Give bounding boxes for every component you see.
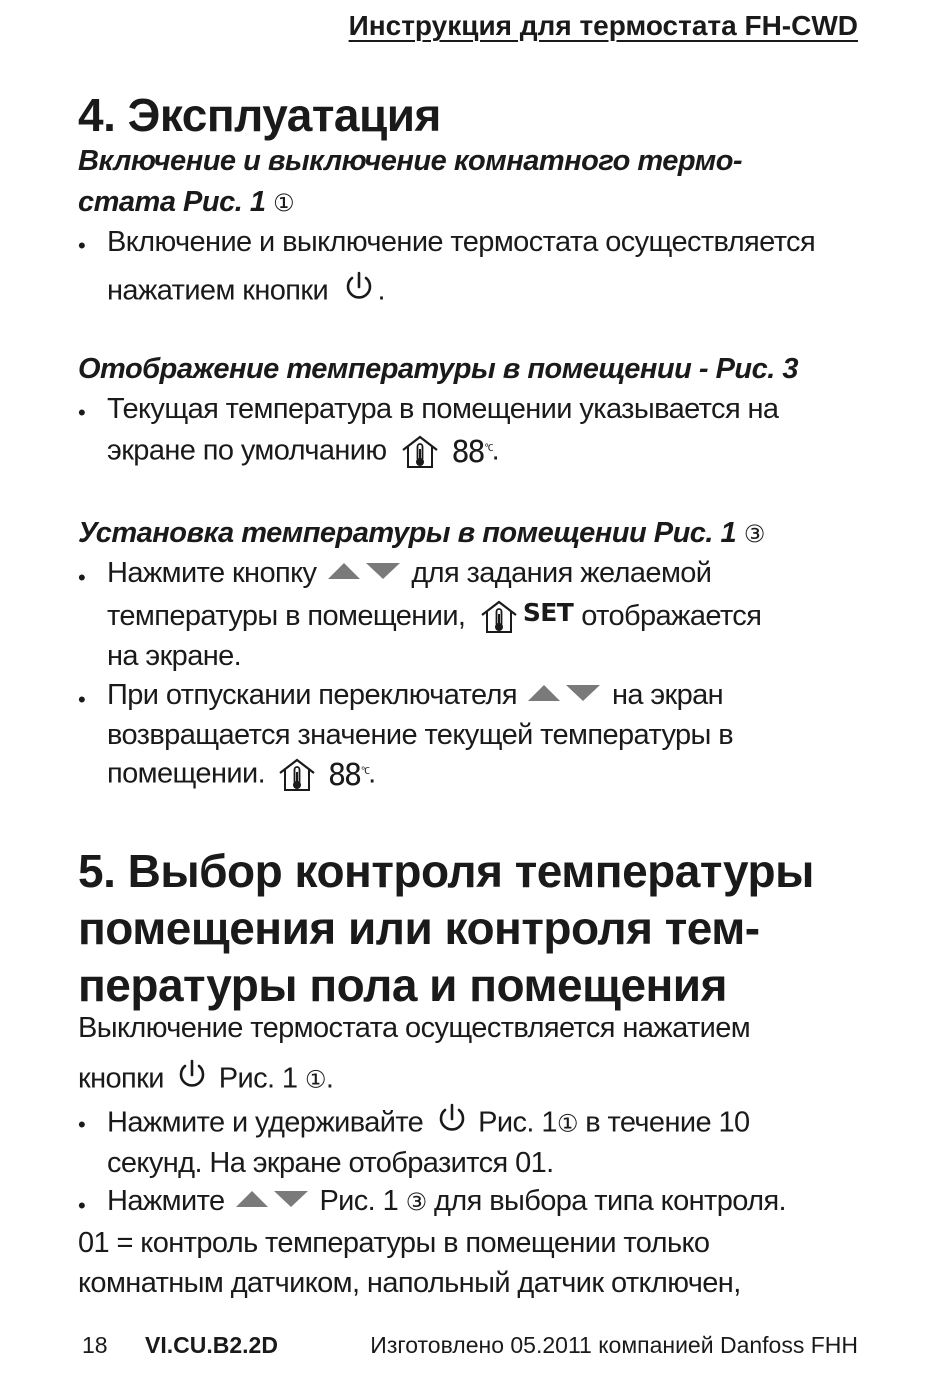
subheading-room-temp-display: Отображение температуры в помещении - Рис. 3 (78, 353, 799, 385)
bullet-mark: • (78, 687, 86, 712)
body-text: Текущая температура в помещении указывается на (107, 393, 779, 425)
body-text: возвращается значение текущей температуры в (107, 719, 734, 751)
body-text: секунд. На экране отобразится 01. (107, 1147, 554, 1179)
body-text: Нажмите кнопку для задания желаемой (107, 557, 712, 589)
up-down-triangles-icon (232, 1187, 312, 1211)
set-indicator: SET (522, 598, 574, 627)
section-5-heading-cont: помещения или контроля тем- (78, 902, 760, 954)
subheading-on-off-cont: стата Рис. 1 ① (78, 186, 295, 218)
body-text: кнопки Рис. 1 ①. (78, 1058, 333, 1102)
circled-number-1: ① (556, 1109, 578, 1138)
subheading-on-off: Включение и выключение комнатного термо- (78, 145, 743, 177)
bullet-mark: • (78, 400, 86, 425)
up-down-triangles-icon (324, 559, 404, 583)
body-text: Нажмите и удерживайте Рис. 1① в течение 10 (107, 1102, 750, 1146)
circled-number-3: ③ (405, 1188, 427, 1216)
bullet-mark: • (78, 233, 86, 258)
body-text: Выключение термостата осуществляется нажатием (78, 1012, 751, 1044)
seven-segment-88-icon: $88^{^\circ C}$ (451, 434, 492, 470)
bullet-mark: • (78, 565, 86, 590)
page-number: 18 (82, 1332, 108, 1358)
circled-number-1: ① (273, 189, 295, 217)
circled-number-1: ① (304, 1065, 326, 1094)
body-text: 01 = контроль температуры в помещении только (78, 1227, 710, 1259)
body-text: температуры в помещении, SET отображается (107, 598, 761, 635)
body-text: Включение и выключение термостата осуществляется (107, 226, 816, 258)
section-5-heading: 5. Выбор контроля температуры (78, 845, 814, 897)
body-text: Нажмите Рис. 1 ③ для выбора типа контроля. (107, 1185, 787, 1217)
section-4-heading: 4. Эксплуатация (78, 89, 441, 141)
bullet-mark: • (78, 1112, 86, 1137)
house-thermometer-icon (277, 757, 317, 793)
power-icon (342, 270, 376, 304)
seven-segment-88-icon: $88^{^\circ C}$ (327, 757, 369, 793)
body-text: на экране. (107, 640, 242, 672)
house-thermometer-icon (479, 599, 519, 635)
manufacture-note: Изготовлено 05.2011 компанией Danfoss FHH (370, 1332, 858, 1358)
body-text: комнатным датчиком, напольный датчик отключен, (78, 1267, 741, 1299)
circled-number-3: ③ (743, 520, 765, 548)
house-thermometer-icon (400, 434, 440, 470)
body-text: экране по умолчанию $88^{^\circ C}$. (107, 434, 500, 470)
subheading-room-temp-setting: Установка температуры в помещении Рис. 1 ③ (78, 517, 765, 549)
power-icon (435, 1102, 469, 1136)
body-text: нажатием кнопки . (107, 270, 385, 314)
power-icon (175, 1058, 209, 1092)
document-header-title: Инструкция для термостата FH-CWD (348, 10, 858, 41)
document-code: VI.CU.B2.2D (145, 1332, 278, 1358)
section-5-heading-cont: пературы пола и помещения (78, 959, 727, 1011)
body-text: помещении. $88^{^\circ C}$. (107, 757, 376, 793)
bullet-mark: • (78, 1193, 86, 1218)
up-down-triangles-icon (524, 681, 604, 705)
body-text: При отпускании переключателя на экран (107, 679, 724, 711)
